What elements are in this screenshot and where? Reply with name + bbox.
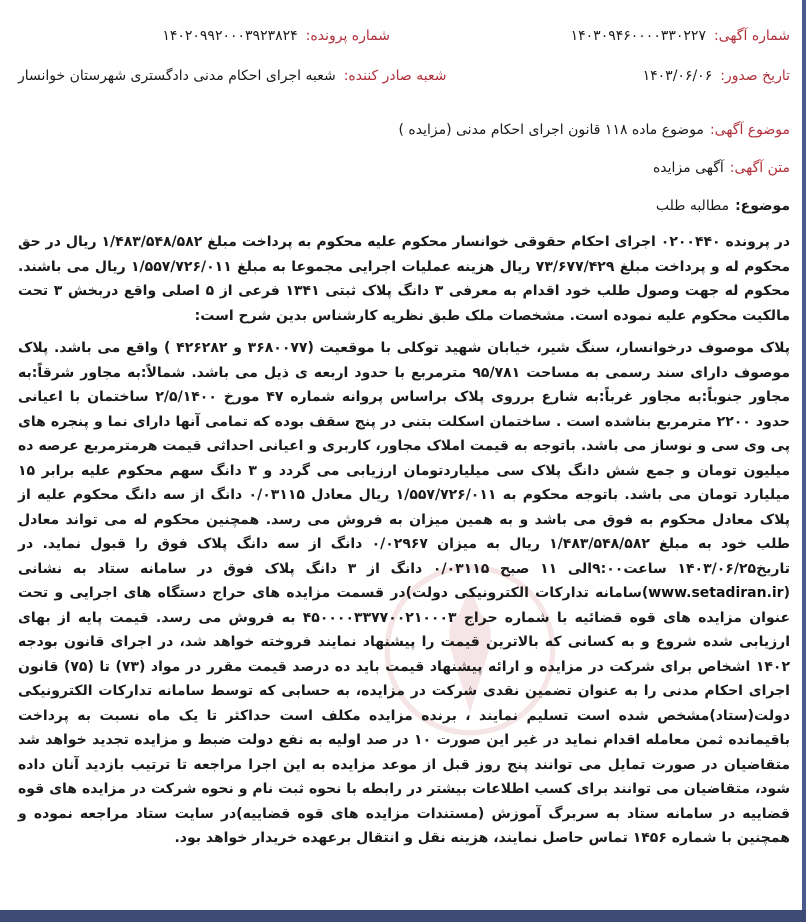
- ad-text-line: [18, 158, 790, 178]
- case-number-label: شماره پرونده:: [305, 28, 390, 44]
- issuing-branch-label: شعبه صادر کننده:: [343, 68, 447, 84]
- ad-subject-label: موضوع آگهی:: [709, 122, 790, 138]
- issue-date-value: ۱۴۰۳/۰۶/۰۶: [642, 68, 713, 84]
- ad-text-label: متن آگهی:: [729, 160, 790, 176]
- ad-subject-value: موضوع ماده ۱۱۸ قانون اجرای احکام مدنی (مزایده ): [398, 122, 704, 138]
- body-paragraph-1: در پرونده ۰۲۰۰۴۴۰ اجرای احکام حقوقی خوانسار محکوم علیه محکوم به پرداخت مبلغ ۱/۴۸۳/۵۴۸/۵۸۲ ریال در حق محکوم له و پرداخت مبلغ ۷۳/۶۷۷/۴۲۹ ریال هزینه عملیات اجرایی مجموعا به مبلغ ۱/۵۵۷/۷۲۶/۰۱۱ ریال می باشند. محکوم له جهت وصول طلب خود اقدام به معرفی ۳ دانگ پلاک ثبتی ۱۳۴۱ فرعی از ۵ اصلی واقع دربخش ۳ تحت مالکیت محکوم علیه نموده است. مشخصات ملک طبق نظریه کارشناس بدین شرح است:: [18, 234, 791, 324]
- subject-label: موضوع:: [735, 198, 790, 214]
- subject-line: [18, 196, 790, 216]
- body-paragraph-2: [18, 336, 790, 851]
- bottom-bar: [0, 910, 806, 922]
- case-number-value: ۱۴۰۲۰۹۹۲۰۰۰۳۹۲۳۸۲۴: [162, 28, 298, 44]
- body-paragraph-2-part-2: )سامانه تدارکات الکترونیکی دولت)در قسمت مزایده های حراج دستگاه های اجرایی و تحت عنوان مزایده های قوه قضائیه با شماره حراج ۴۵۰۰۰۰۳۳۷۷۰۰۲۱۰۰۰۳ به فروش می رسد. قیمت پایه از بهای ارزیابی شده شروع و به کسانی که بالاترین قیمت را پیشنهاد نمایند فروخته خواهد شد، در اجرای قانون بودجه ۱۴۰۲ اشخاص برای شرکت در مزایده و ارائه پیشنهاد قیمت باید ده درصد قیمت مقرر در مواد (۷۳) تا (۷۵) قانون اجرای احکام مدنی را به عنوان تضمین نقدی شرکت در مزایده، به حسابی که توسط سامانه تدارکات الکترونیکی دولت(ستاد)مشخص شده است تسلیم نمایند ، برنده مزایده مکلف است حداکثر تا یک ماه نسبت به پرداخت باقیمانده ثمن معامله اقدام نماید در غیر این صورت ۱۰ در صد اولیه به نفع دولت ضبط و مزایده تجدید خواهد شد متقاضیان در صورت تمایل می توانند پنج روز قبل از موعد مزایده به این اجرا مراجعه تا ترتیب بازدید آنان داده شود، متقاضیان می توانند برای کسب اطلاعات بیشتر در رابطه با نحوه ثبت نام و نحوه شرکت در مزایده های قوه قضاییه در سامانه ستاد به سربرگ آموزش (مستندات مزایده های قوه قضاییه)در سایت ستاد مراجعه نموده و همچنین با شماره ۱۴۵۶ تماس حاصل نمایند، هزینه نقل و انتقال برعهده خریدار خواهد بود.: [18, 585, 791, 846]
- ad-number-label: شماره آگهی:: [713, 28, 790, 44]
- body-paragraph-2-part-1: پلاک موصوف درخوانسار، سنگ شیر، خیابان شهید توکلی با موقعیت (۳۶۸۰۰۷۷ و ۴۲۶۲۸۲ ) واقع می باشد. پلاک موصوف دارای سند رسمی به مساحت ۹۵/۷۸۱ مترمربع با حدود اربعه ی ذیل می باشد. شمالاً:به مجاور شرقاً:به مجاور جنوباً:به مجاور غرباً:به شارع برروی پلاک براساس پروانه شماره ۴۷ مورخ ۲/۵/۱۴۰۰ ساختمان با اعیانی حدود ۲۲۰۰ مترمربع بناشده است . ساختمان اسکلت بتنی در پنج سقف بوده که تمامی آنها دارای نما و پنجره های پی وی سی و نوساز می باشد. باتوجه به قیمت املاک مجاور، کاربری و اعیانی احداثی قیمت هرمترمربع عرصه ده میلیون تومان و جمع شش دانگ پلاک سی میلیاردتومان ارزیابی می گردد و ۳ دانگ سهم محکوم علیه برابر ۱۵ میلیارد تومان می باشد. باتوجه محکوم به ۱/۵۵۷/۷۲۶/۰۱۱ ریال معادل ۰/۰۳۱۱۵ دانگ از سه دانگ محکوم علیه از پلاک معادل محکوم به فوق می باشد و به همین میزان به فروش می رسد. همچنین محکوم له می تواند معادل طلب خود به مبلغ ۱/۴۸۳/۵۴۸/۵۸۲ ریال به میزان ۰/۰۲۹۶۷ دانگ از سه دانگ پلاک فوق را قبول نماید. در تاریخ۱۴۰۳/۰۶/۲۵ ساعت۹:۰۰الی ۱۱ صبح ۰/۰۳۱۱۵ دانگ از ۳ دانگ پلاک فوق در سامانه ستاد به نشانی (: [18, 340, 791, 601]
- issuing-branch-value: شعبه اجرای احکام مدنی دادگستری شهرستان خوانسار: [18, 68, 336, 84]
- ad-subject-line: [18, 120, 790, 140]
- announcement-body: [18, 230, 790, 851]
- announcement-document: [18, 26, 790, 851]
- header-row-1: [18, 26, 790, 66]
- setadiran-link[interactable]: www.setadiran.ir: [648, 585, 784, 601]
- header-row-2: [18, 66, 790, 106]
- subject-value: مطالبه طلب: [655, 198, 730, 214]
- ad-text-value: آگهی مزایده: [652, 160, 724, 176]
- ad-number-value: ۱۴۰۳۰۹۴۶۰۰۰۰۳۳۰۲۲۷: [570, 28, 706, 44]
- issue-date-label: تاریخ صدور:: [720, 68, 790, 84]
